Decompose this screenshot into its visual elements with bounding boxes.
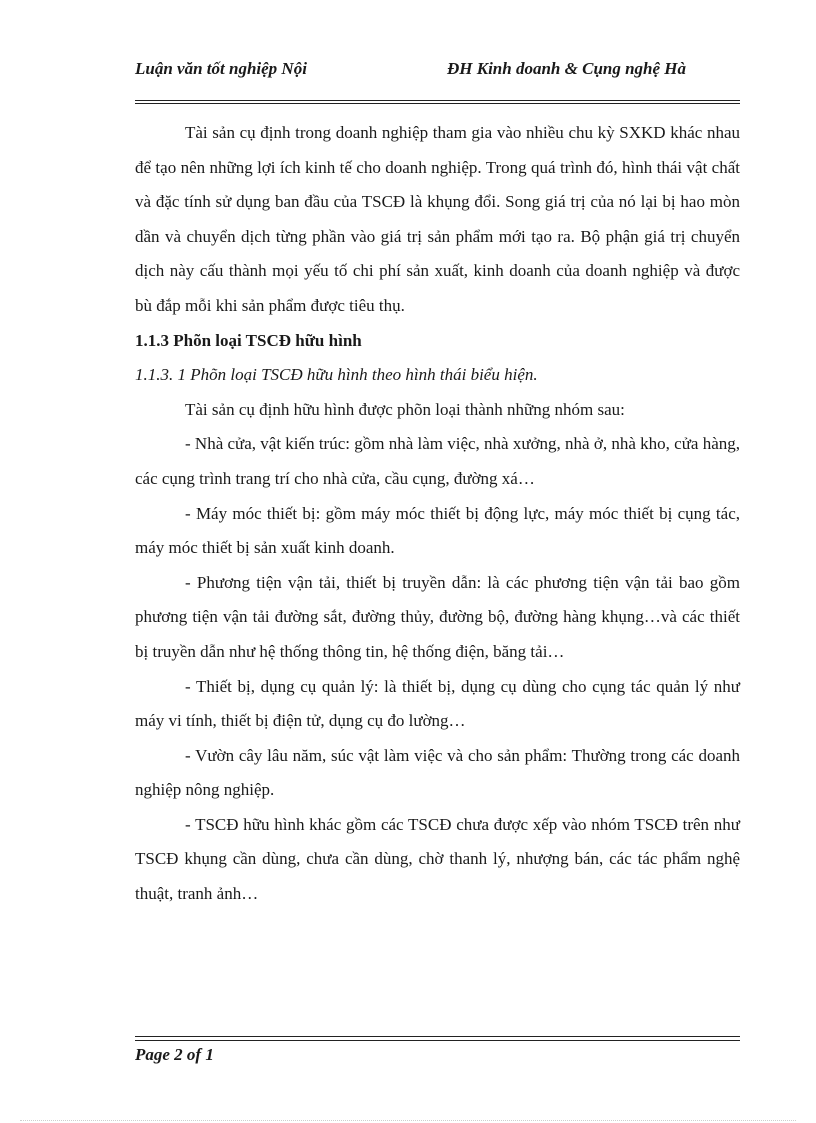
header-left: Luận văn tốt nghiệp Nội (135, 59, 307, 78)
header-rule-top (135, 100, 740, 101)
list-item: - TSCĐ hữu hình khác gồm các TSCĐ chưa được xếp vào nhóm TSCĐ trên như TSCĐ khụng cần dùng, chưa cần dùng, chờ thanh lý, nhượng bán, các tác phẩm nghệ thuật, tranh ảnh… (135, 814, 740, 904)
list-intro: Tài sản cụ định hữu hình được phõn loại thành những nhóm sau: (185, 399, 625, 419)
header-rule-bottom (135, 103, 740, 104)
header-right: ĐH Kinh doanh & Cụng nghệ Hà (447, 59, 687, 78)
footer-rule-bottom (135, 1040, 740, 1041)
list-item: - Nhà cửa, vật kiến trúc: gồm nhà làm việc, nhà xưởng, nhà ở, nhà kho, cửa hàng, các cụng trình trang trí cho nhà cửa, cầu cụng, đường xá… (135, 434, 740, 488)
body-text (135, 116, 740, 912)
list-item: - Máy móc thiết bị: gồm máy móc thiết bị động lực, máy móc thiết bị cụng tác, máy móc thiết bị sản xuất kinh doanh. (135, 503, 740, 558)
section-heading: 1.1.3 Phõn loại TSCĐ hữu hình (135, 330, 362, 350)
paragraph-1: Tài sản cụ định trong doanh nghiệp tham gia vào nhiều chu kỳ SXKD khác nhau để tạo nên những lợi ích kinh tế cho doanh nghiệp. Trong quá trình đó, hình thái vật chất và đặc tính sử dụng ban đầu của TSCĐ là khụng đổi. Song giá trị của nó lại bị hao mòn dần và chuyển dịch từng phần vào giá trị sản phẩm mới tạo ra. Bộ phận giá trị chuyển dịch này cấu thành mọi yếu tố chi phí sản xuất, kinh doanh của doanh nghiệp và được bù đắp mỗi khi sản phẩm được tiêu thụ. (135, 123, 740, 315)
list-item: - Vườn cây lâu năm, súc vật làm việc và cho sản phẩm: Thường trong các doanh nghiệp nông nghiệp. (135, 745, 740, 800)
list-item: - Phương tiện vận tải, thiết bị truyền dẫn: là các phương tiện vận tải bao gồm phương tiện vận tải đường sắt, đường thủy, đường bộ, đường hàng khụng…và các thiết bị truyền dẫn như hệ thống thông tin, hệ thống điện, băng tải… (135, 572, 740, 661)
page-number: Page 2 of 1 (135, 1045, 214, 1064)
page-edge-divider (20, 1120, 796, 1121)
subsection-heading: 1.1.3. 1 Phõn loại TSCĐ hữu hình theo hình thái biểu hiện. (135, 365, 538, 385)
list-item: - Thiết bị, dụng cụ quản lý: là thiết bị, dụng cụ dùng cho cụng tác quản lý như máy vi tính, thiết bị điện tử, dụng cụ đo lường… (135, 676, 740, 731)
footer-rule-top (135, 1036, 740, 1037)
